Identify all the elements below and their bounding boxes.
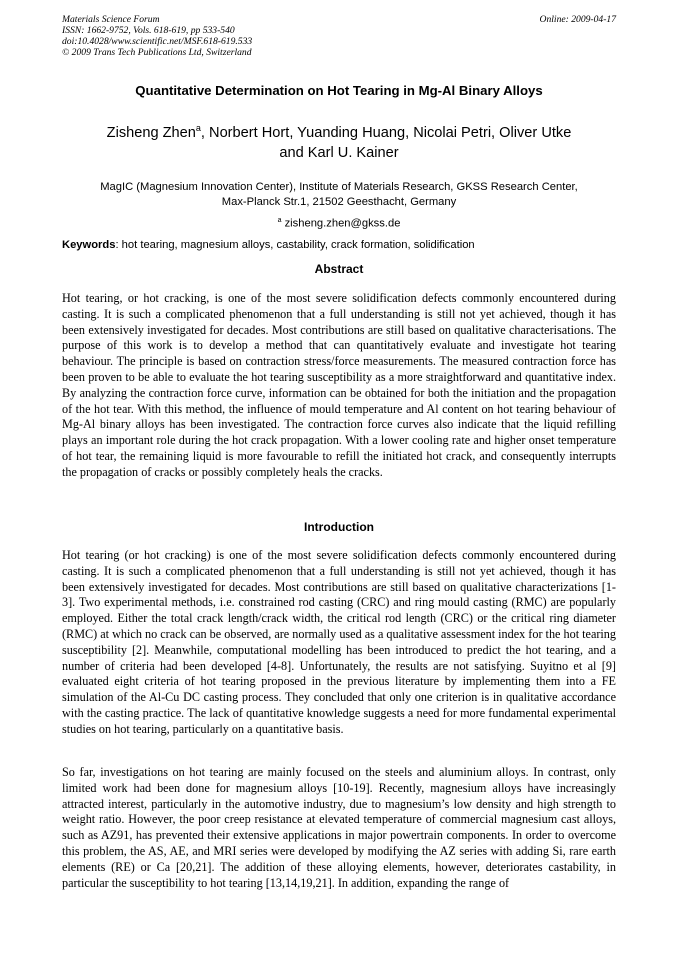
affiliation-line2: Max-Planck Str.1, 21502 Geesthacht, Germany [221, 196, 457, 209]
abstract-heading: Abstract [314, 262, 364, 276]
affiliation-line1: MagIC (Magnesium Innovation Center), Institute of Materials Research, GKSS Research Center, [100, 181, 578, 193]
author-email[interactable]: zisheng.zhen@gkss.de [284, 217, 401, 230]
keywords [62, 238, 616, 252]
abstract-text: Hot tearing, or hot cracking, is one of the most severe solidification defects commonly encountered during casting. It is such a complicated phenomenon that a full understanding is still not yet achieved, though it has been extensively investigated for decades. Most contributions are still based on qualitative characterisations. The purpose of this work is to develop a method that can quantitatively evaluate and investigate hot tearing behaviour. The principle is based on contraction stress/force measurements. The measured contraction force has been proven to be able to evaluate the hot tearing susceptibility as a more straightforward and quantitative index. By analyzing the contraction force curve, information can be obtained for both the initiation and the propagation of the hot tear. With this method, the influence of mould temperature and Al content on hot tearing behaviour of Mg-Al binary alloys has been investigated. The contraction force curves also indicate that the liquid refilling plays an important role during the hot crack propagation. With a lower cooling rate and higher onset temperature of hot tear, the remaining liquid is more favourable to refill the initiated hot crack, and consequently interrupts the propagation of cracks or possibly completely heals the cracks. [62, 291, 616, 479]
journal-header [62, 14, 616, 58]
copyright-line: © 2009 Trans Tech Publications Ltd, Switzerland [62, 47, 252, 58]
other-authors: , Norbert Hort, Yuanding Huang, Nicolai Petri, Oliver Utke [200, 124, 572, 141]
introduction-heading: Introduction [304, 520, 374, 534]
doi-line: doi:10.4028/www.scientific.net/MSF.618-619.533 [62, 36, 253, 47]
online-date: Online: 2009-04-17 [539, 14, 616, 25]
keywords-label: Keywords [62, 239, 116, 251]
keywords-list: : hot tearing, magnesium alloys, castability, crack formation, solidification [115, 239, 475, 251]
issn-line: ISSN: 1662-9752, Vols. 618-619, pp 533-540 [62, 25, 235, 36]
author-list [62, 118, 616, 163]
paper-title: Quantitative Determination on Hot Tearing in Mg-Al Binary Alloys [135, 83, 543, 98]
first-author: Zisheng Zhen [106, 124, 196, 141]
intro-paragraph-2: So far, investigations on hot tearing are mainly focused on the steels and aluminium alloys. In contrast, only limited work had been done for magnesium alloys [10-19]. Recently, magnesium alloys have increasingly attracted interest, particularly in the automotive industry, due to magnesium’s low density and high strength to weight ratio. However, the poor creep resistance at elevated temperature of commercial magnesium cast alloys, such as AZ91, has prevented their extensive applications in major powertrain components. In order to overcome this problem, the AS, AE, and MRI series were developed by modifying the AZ series with adding Si, rare earth elements (RE) or Ca [20,21]. The addition of these alloying elements, however, deteriorates castability, in particular the susceptibility to hot tearing [13,14,19,21]. In addition, expanding the range of [62, 765, 616, 890]
journal-name: Materials Science Forum [62, 14, 160, 25]
authors-line2: and Karl U. Kainer [279, 144, 399, 161]
intro-paragraph-1: Hot tearing (or hot cracking) is one of the most severe solidification defects commonly encountered during casting. It is such a complicated phenomenon that a full understanding is still not yet achieved, though it has been extensively investigated for decades. Most contributions are still based on qualitative characterizations [1-3]. Two experimental methods, i.e. constrained rod casting (CRC) and ring mould casting (RMC) are popularly employed. Either the total crack length/crack width, the critical rod length (CRC) or the critical ring diameter (RMC) at which no crack can be observed, are normally used as a qualitative assessment index for the hot tearing susceptibility [2]. Meanwhile, computational modelling has been introduced to predict the hot tearing, and a number of criteria had been developed [4-8]. Unfortunately, the results are not satisfying. Suyitno et al [9] evaluated eight criteria of hot tearing proposed in the previous literature by implementing them into a FE simulation of the Al-Cu DC casting process. They concluded that only one criterion is in qualitative accordance with the casting practice. The lack of quantitative knowledge suggests a need for more fundamental experimental studies on hot tearing, particularly on a quantitative basis. [62, 548, 616, 736]
affiliation [62, 180, 616, 232]
first-author-sup: a [195, 123, 201, 133]
email-sup: a [277, 216, 282, 224]
